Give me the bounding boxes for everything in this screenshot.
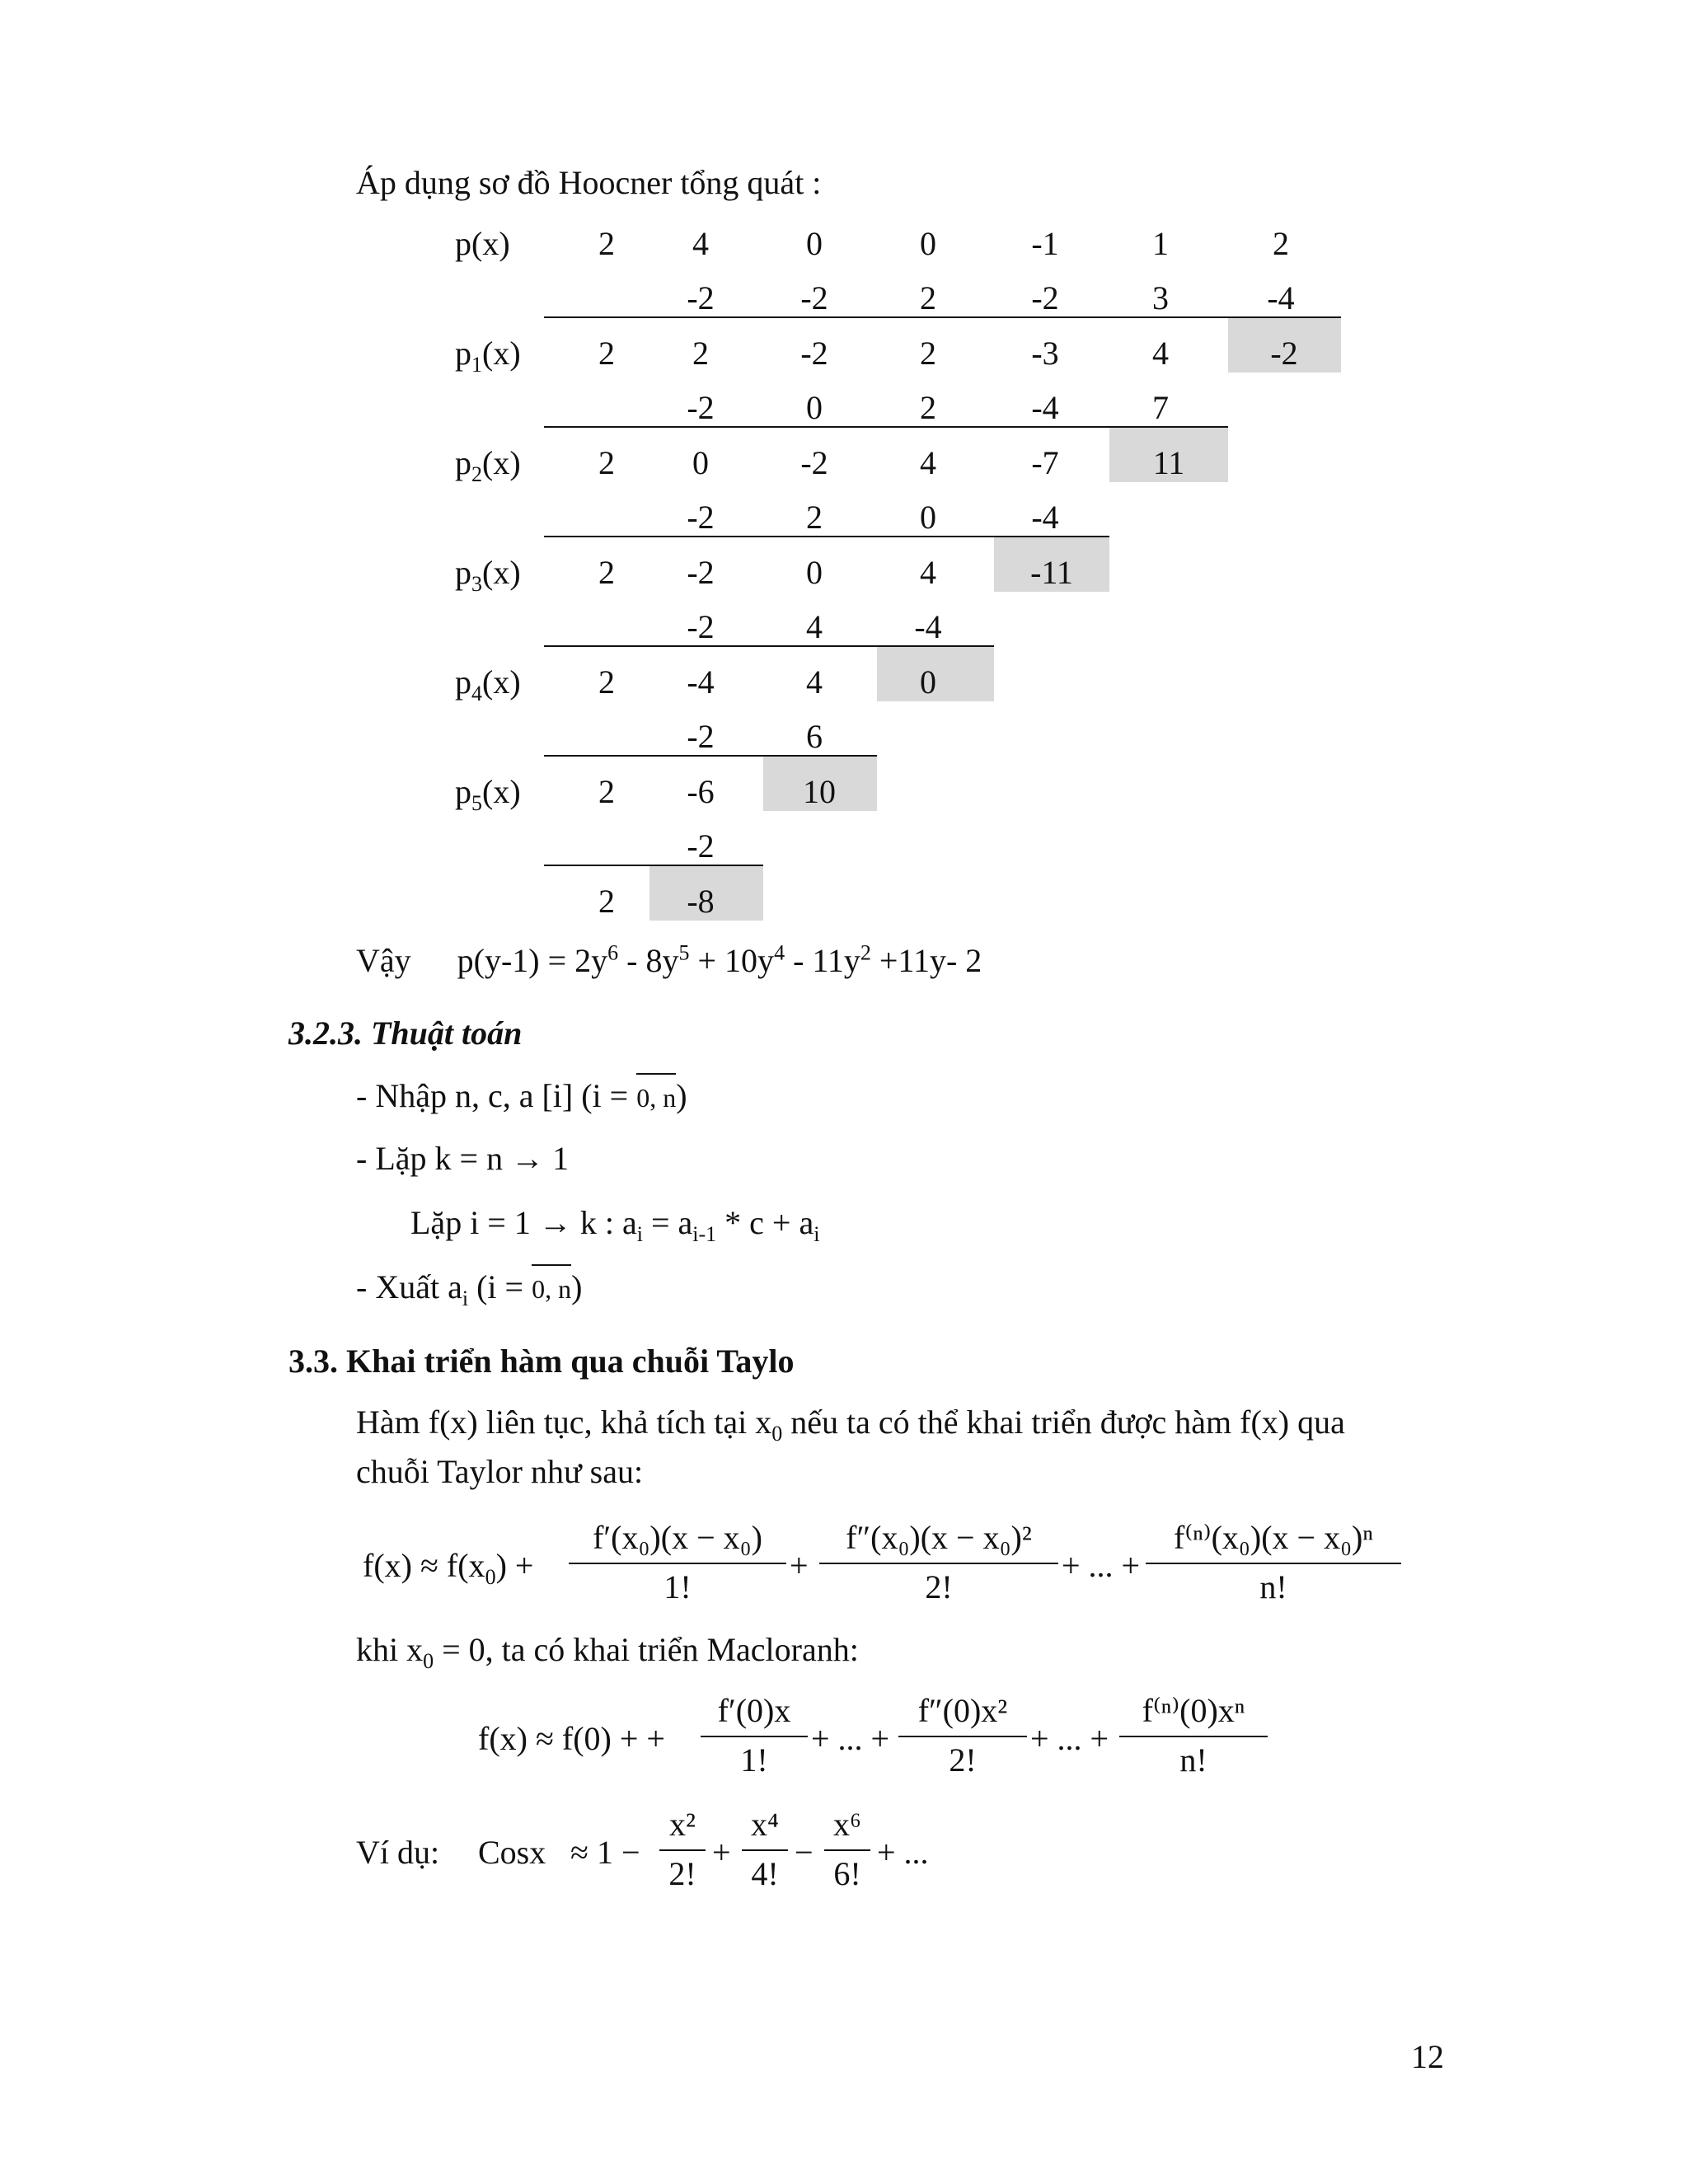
table-cell: -2 xyxy=(687,827,715,865)
taylor-term-n: f⁽ⁿ⁾(x₀)(x − x₀)ⁿ n! xyxy=(1146,1518,1401,1607)
table-cell: 2 xyxy=(806,499,823,536)
table-cell: -1 xyxy=(1031,225,1059,262)
table-cell: -2 xyxy=(800,335,828,372)
maclaurin-term-n: f⁽ⁿ⁾(0)xⁿ n! xyxy=(1119,1691,1268,1780)
taylor-plus: + xyxy=(790,1547,809,1584)
table-cell: -2 xyxy=(687,279,715,316)
section-heading-323: 3.2.3. Thuật toán xyxy=(288,1015,523,1052)
table-cell: -4 xyxy=(1267,279,1295,316)
table-cell: -4 xyxy=(1031,499,1059,536)
table-cell: -2 xyxy=(1270,335,1298,372)
table-cell: -7 xyxy=(1031,444,1059,481)
table-cell: 0 xyxy=(806,554,823,591)
intro-text: Áp dụng sơ đồ Hoocner tổng quát : xyxy=(356,164,822,201)
taylor-term-1: f′(x₀)(x − x₀) 1! xyxy=(569,1518,786,1607)
table-cell: 0 xyxy=(920,663,936,701)
table-cell: -2 xyxy=(800,444,828,481)
table-cell: 2 xyxy=(1273,225,1289,262)
table-cell: 10 xyxy=(803,773,836,810)
taylor-lhs: $f(x) \approx f(x_0)$ + xyxy=(363,1547,534,1589)
table-cell: 2 xyxy=(920,389,936,426)
table-cell: -8 xyxy=(687,883,715,920)
table-cell: -2 xyxy=(687,718,715,755)
table-cell: 2 xyxy=(598,335,615,372)
table-cell: 0 xyxy=(920,499,936,536)
taylor-term-2: f″(x₀)(x − x₀)² 2! xyxy=(819,1518,1058,1607)
maclaurin-dots-2: + ... + xyxy=(1030,1720,1109,1757)
table-cell: -6 xyxy=(687,773,715,810)
table-cell: 0 xyxy=(806,225,823,262)
table-cell: -11 xyxy=(1030,554,1073,591)
maclaurin-dots-1: + ... + xyxy=(811,1720,890,1757)
paragraph-line-2: chuỗi Taylor như sau: xyxy=(356,1453,644,1490)
table-cell: -4 xyxy=(687,663,715,701)
example-op-1: + xyxy=(712,1834,731,1871)
table-cell: -3 xyxy=(1031,335,1059,372)
example-op-2: − xyxy=(795,1834,814,1871)
page-number: 12 xyxy=(1411,2038,1444,2075)
table-cell: -2 xyxy=(687,554,715,591)
table-cell: 4 xyxy=(920,554,936,591)
taylor-dots: + ... + xyxy=(1062,1547,1141,1584)
table-cell: 2 xyxy=(920,335,936,372)
label-p1: $p_1(x)$ xyxy=(455,335,521,377)
example-term-1: x² 2! xyxy=(659,1805,706,1894)
example-function: Cosx xyxy=(478,1834,546,1871)
table-cell: 2 xyxy=(598,225,615,262)
table-cell: 3 xyxy=(1152,279,1169,316)
section-heading-33: 3.3. Khai triển hàm qua chuỗi Taylo xyxy=(288,1343,795,1380)
table-cell: -2 xyxy=(687,499,715,536)
table-cell: 2 xyxy=(598,663,615,701)
table-cell: 0 xyxy=(806,389,823,426)
result-line: Vậy $p(y-1) = 2y^6 - 8y^5 + 10y^4 - 11y^2 +11y-$ 2 xyxy=(356,940,982,979)
table-cell: 6 xyxy=(806,718,823,755)
table-cell: 2 xyxy=(692,335,709,372)
example-term-3: x⁶ 6! xyxy=(824,1805,870,1894)
table-cell: 2 xyxy=(598,883,615,920)
table-cell: -4 xyxy=(914,608,942,645)
table-cell: 2 xyxy=(598,444,615,481)
algo-line-4: - Xuất $a_i$ (i = 0, n) xyxy=(356,1268,582,1309)
example-lead: ≈ 1 − xyxy=(570,1834,640,1871)
table-cell: 4 xyxy=(806,608,823,645)
maclaurin-intro: khi $x_0 = 0$, ta có khai triển Macloranh: xyxy=(356,1631,859,1673)
label-p4: $p_4(x)$ xyxy=(455,663,521,705)
table-cell: 4 xyxy=(920,444,936,481)
table-cell: -2 xyxy=(687,608,715,645)
label-p: p(x) xyxy=(455,225,510,262)
table-cell: 4 xyxy=(806,663,823,701)
algo-line-1: - Nhập n, c, a [i] (i = 0, n) xyxy=(356,1076,687,1118)
table-cell: -2 xyxy=(800,279,828,316)
table-cell: 11 xyxy=(1152,444,1185,481)
algo-line-3: Lặp i = 1 → k : $a_i = a_{i-1} * c + a_i$ xyxy=(410,1204,820,1246)
example-label: Ví dụ: xyxy=(356,1834,440,1871)
maclaurin-lhs: f(x) ≈ f(0) + + xyxy=(478,1720,665,1757)
paragraph-line-1: Hàm f(x) liên tục, khả tích tại $x_0$ nếu ta có thể khai triển được hàm f(x) qua xyxy=(356,1404,1345,1446)
maclaurin-term-1: f′(0)x 1! xyxy=(701,1691,808,1780)
table-cell: 0 xyxy=(692,444,709,481)
table-cell: 2 xyxy=(598,773,615,810)
label-p3: $p_3(x)$ xyxy=(455,554,521,596)
table-cell: -2 xyxy=(1031,279,1059,316)
algo-line-2: - Lặp k = n → 1 xyxy=(356,1140,570,1177)
table-cell: 2 xyxy=(920,279,936,316)
table-cell: -4 xyxy=(1031,389,1059,426)
table-cell: 7 xyxy=(1152,389,1169,426)
label-p2: $p_2(x)$ xyxy=(455,444,521,486)
table-cell: 4 xyxy=(692,225,709,262)
example-term-2: x⁴ 4! xyxy=(742,1805,788,1894)
table-cell: 1 xyxy=(1152,225,1169,262)
table-cell: 4 xyxy=(1152,335,1169,372)
table-cell: 2 xyxy=(598,554,615,591)
table-cell: -2 xyxy=(687,389,715,426)
table-cell: 0 xyxy=(920,225,936,262)
maclaurin-term-2: f″(0)x² 2! xyxy=(898,1691,1027,1780)
label-p5: $p_5(x)$ xyxy=(455,773,521,815)
example-tail: + ... xyxy=(877,1834,929,1871)
